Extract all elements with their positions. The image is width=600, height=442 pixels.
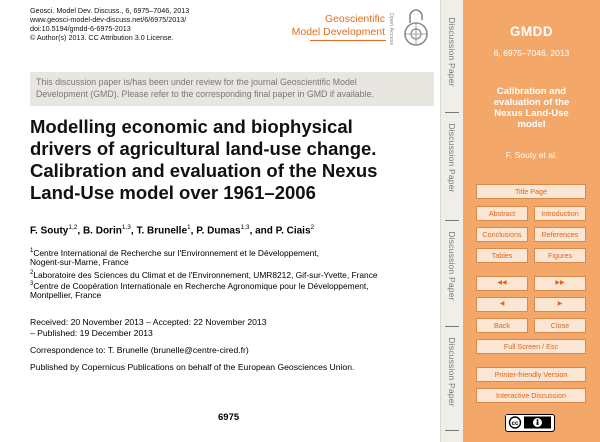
first-page-icon: ◀◀ [497, 280, 507, 286]
strip-label-text: Discussion Paper [447, 231, 457, 301]
fullscreen-button[interactable] [476, 339, 586, 354]
strip-divider [445, 220, 459, 221]
references-label: References [541, 230, 579, 239]
journal-name-line2: Model Development [291, 26, 385, 38]
fullscreen-label: Full Screen / Esc [503, 342, 559, 351]
strip-divider [445, 326, 459, 327]
received-date: Received: 20 November 2013 – Accepted: 22 November 2013 [30, 317, 267, 327]
title-page-label: Title Page [514, 187, 548, 196]
tables-label: Tables [491, 251, 513, 260]
cc-by-icon [506, 415, 553, 430]
paper-title [30, 116, 435, 204]
next-page-button[interactable] [534, 297, 586, 312]
references-button[interactable] [534, 227, 586, 242]
tables-button[interactable] [476, 248, 528, 263]
last-page-icon: ▶▶ [555, 280, 565, 286]
cc-license-badge-icon[interactable] [505, 414, 555, 432]
open-access-logo-icon [396, 8, 432, 52]
affiliation-3-cont: Montpellier, France [30, 290, 102, 300]
short-title-line: model [517, 119, 546, 130]
prev-page-icon: ◀ [499, 301, 505, 307]
author-sup: 1 [187, 224, 191, 231]
affiliation-text: Laboratoire des Sciences du Climat et de l'Environnement, UMR8212, Gif-sur-Yvette, France [33, 269, 378, 280]
strip-label-text: Discussion Paper [447, 123, 457, 193]
citation-line: Geosci. Model Dev. Discuss., 6, 6975–7046, 2013 [30, 6, 190, 15]
journal-name-line1: Geoscientific [324, 13, 385, 25]
strip-label-text: Discussion Paper [447, 17, 457, 87]
page-number: 6975 [218, 412, 240, 423]
open-access-label [386, 14, 396, 44]
printer-friendly-label: Printer-friendly Version [494, 370, 568, 379]
sidebar-short-title [463, 86, 600, 130]
title-line-3: Calibration and evaluation of the Nexus [30, 160, 378, 181]
published-date: – Published: 19 December 2013 [30, 328, 153, 338]
short-title-line: Nexus Land-Use [494, 108, 569, 119]
author-sup: 1,3 [240, 224, 250, 231]
author-name: and P. Ciais [255, 225, 311, 237]
svg-text:cc: cc [511, 421, 519, 427]
correspondence: Correspondence to: T. Brunelle (brunelle@centre-cired.fr) [30, 345, 249, 355]
prev-page-button[interactable] [476, 297, 528, 312]
introduction-button[interactable] [534, 206, 586, 221]
short-title-line: evaluation of the [493, 97, 570, 108]
author-sup: 1,2 [68, 224, 78, 231]
figures-button[interactable] [534, 248, 586, 263]
first-page-button[interactable] [476, 276, 528, 291]
title-line-2: drivers of agricultural land-use change. [30, 138, 377, 159]
affiliation-text: Centre de Coopération Internationale en Recherche Agronomique pour le Développement, [33, 280, 369, 291]
author-name: P. Dumas [196, 225, 241, 237]
back-button[interactable] [476, 318, 528, 333]
affiliation-sup: 2 [30, 270, 34, 276]
sidebar-volume: 6, 6975–7046, 2013 [493, 48, 570, 58]
strip-label-text: Discussion Paper [447, 337, 457, 407]
close-label: Close [550, 321, 570, 330]
sidebar-acronym: GMDD [509, 24, 554, 39]
citation-doi[interactable]: doi:10.5194/gmdd-6-6975-2013 [30, 24, 131, 33]
interactive-discussion-button[interactable] [476, 388, 586, 403]
title-line-4: Land-Use model over 1961–2006 [30, 182, 316, 203]
author-sup: 1,3 [121, 224, 131, 231]
abstract-button[interactable] [476, 206, 528, 221]
review-notice [30, 72, 434, 106]
affiliation-sup: 3 [30, 281, 34, 287]
author-name: T. Brunelle [136, 225, 188, 237]
affiliation-sup: 1 [30, 248, 34, 254]
affiliation-text: Centre International de Recherche sur l'Environnement et le Développement, [33, 247, 319, 258]
title-line-1: Modelling economic and biophysical [30, 116, 353, 137]
next-page-icon: ▶ [557, 301, 563, 307]
published-by: Published by Copernicus Publications on behalf of the European Geosciences Union. [30, 362, 355, 372]
citation-url[interactable]: www.geosci-model-dev-discuss.net/6/6975/2013/ [30, 15, 187, 24]
conclusions-label: Conclusions [482, 230, 522, 239]
printer-friendly-button[interactable] [476, 367, 586, 382]
affiliation-1-cont: Nogent-sur-Marne, France [30, 257, 129, 267]
citation-license: © Author(s) 2013. CC Attribution 3.0 License. [30, 33, 174, 42]
review-notice-line1: This discussion paper is/has been under review for the journal Geoscientific Model [36, 77, 357, 87]
back-label: Back [494, 321, 510, 330]
conclusions-button[interactable] [476, 227, 528, 242]
journal-underline [310, 40, 386, 41]
abstract-label: Abstract [488, 209, 516, 218]
last-page-button[interactable] [534, 276, 586, 291]
review-notice-line2: Development (GMD). Please refer to the corresponding final paper in GMD if available. [36, 89, 374, 99]
author-name: F. Souty [30, 225, 69, 237]
author-sup: 2 [310, 224, 315, 231]
short-title-line: Calibration and [496, 86, 567, 97]
author-list: F. Souty$^{1,2}$, B. Dorin$^{1,3}$, T. Brunelle$^1$, P. Dumas$^{1,3}$, and P. Ciais$^2$ [30, 224, 315, 237]
interactive-discussion-label: Interactive Discussion [496, 391, 566, 400]
introduction-label: Introduction [541, 209, 579, 218]
author-name: B. Dorin [82, 225, 122, 237]
discussion-paper-strip [440, 0, 464, 442]
open-access-text: Open Access [388, 12, 394, 46]
close-button[interactable] [534, 318, 586, 333]
strip-divider [445, 112, 459, 113]
strip-divider [445, 430, 459, 431]
figures-label: Figures [548, 251, 572, 260]
title-page-button[interactable] [476, 184, 586, 199]
sidebar-authors: F. Souty et al. [505, 150, 558, 160]
